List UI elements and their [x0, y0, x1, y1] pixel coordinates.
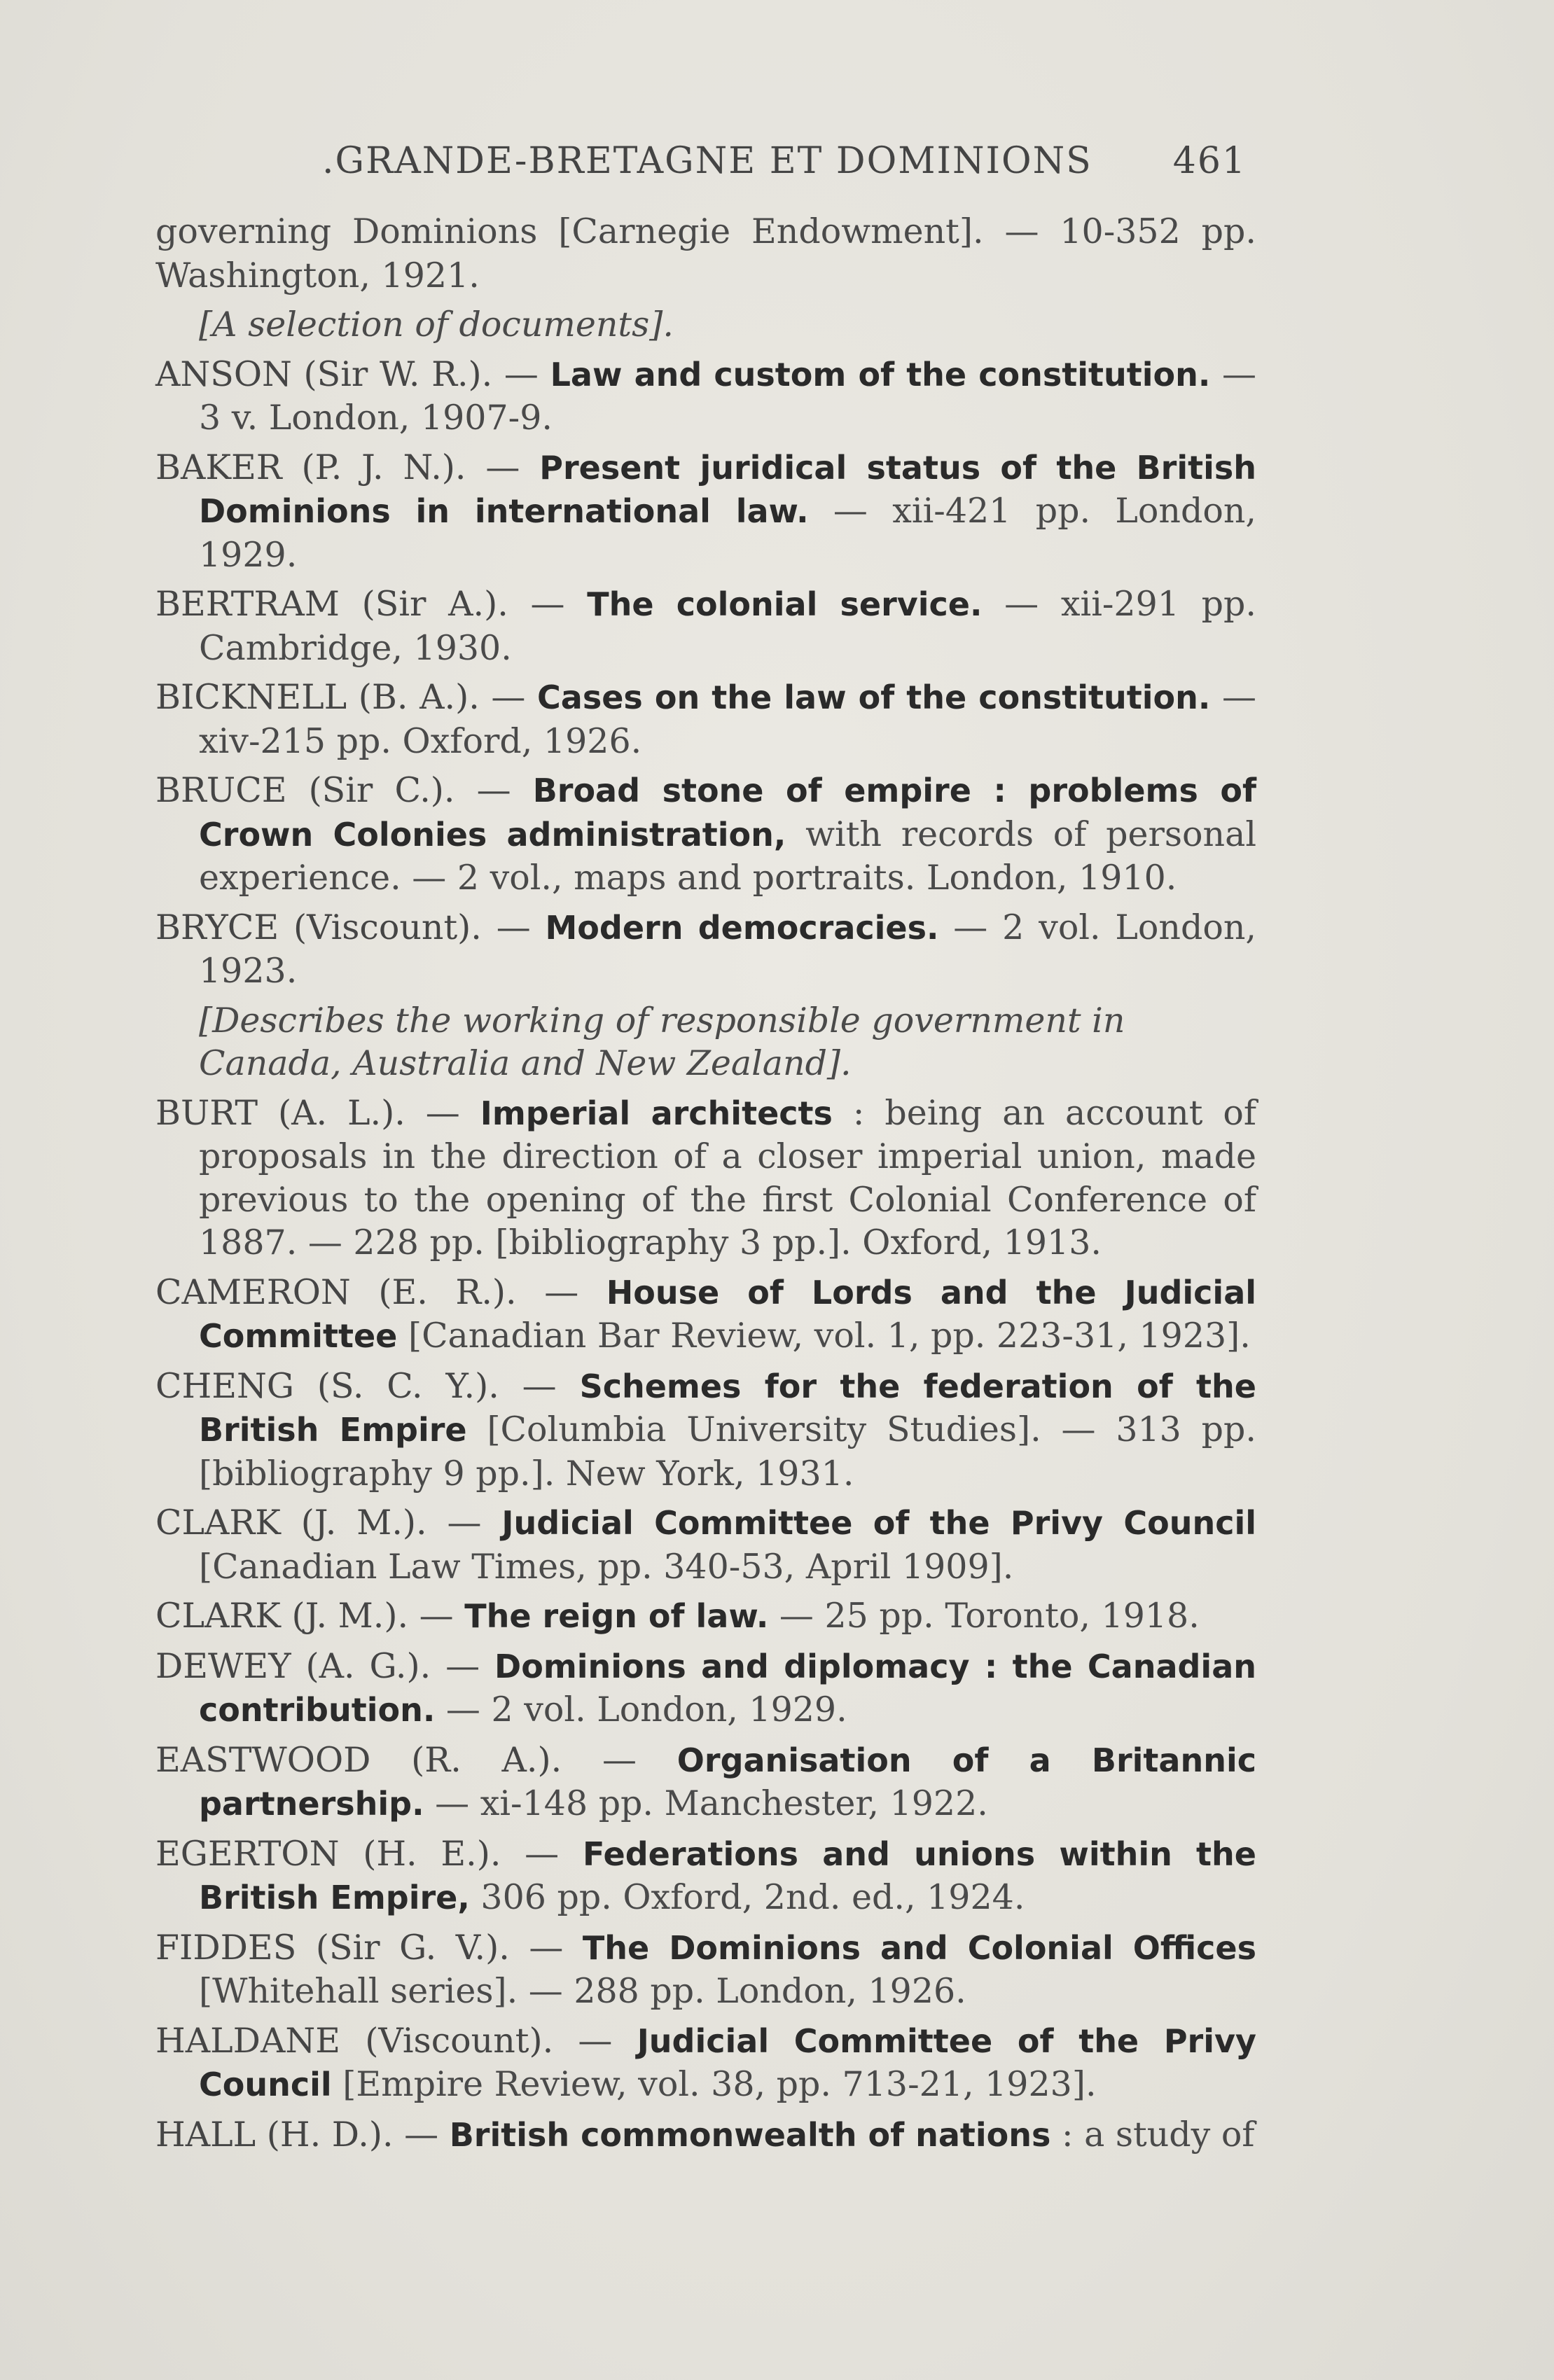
entry-details: [Whitehall series]. — 288 pp. London, 1926. [199, 1971, 966, 2011]
entry-author: BRYCE (Viscount). — [155, 907, 546, 947]
bibliography-entry [155, 1365, 1256, 1496]
bibliography-entry [155, 583, 1256, 669]
entry-details: — xiv-215 pp. Oxford, 1926. [199, 677, 1256, 761]
entry-title: Dominions and diplomacy : the Canadian contribution. [199, 1647, 1256, 1729]
entry-details: governing Dominions [Carnegie Endowment]. — 10-352 pp. Washington, 1921. [155, 211, 1256, 295]
entry-title: Judicial Committee of the Privy Council [199, 2021, 1256, 2103]
entry-details: 306 pp. Oxford, 2nd. ed., 1924. [469, 1877, 1025, 1917]
entry-details: with records of personal experience. — 2 vol., maps and portraits. London, 1910. [199, 814, 1256, 898]
running-header [322, 140, 1247, 182]
entry-author: CHENG (S. C. Y.). — [155, 1365, 580, 1406]
bibliography-entry [155, 1645, 1256, 1732]
page-number: 461 [1172, 140, 1247, 182]
running-title: .GRANDE-BRETAGNE ET DOMINIONS [322, 140, 1092, 182]
entry-title: Present juridical status of the British Dominions in international law. [199, 448, 1256, 530]
bibliography-entry [155, 210, 1256, 297]
entry-details: — xii-421 pp. London, 1929. [199, 491, 1256, 575]
entry-details: [Columbia University Studies]. — 313 pp. [bibliography 9 pp.]. New York, 1931. [199, 1410, 1256, 1494]
bibliography-entry [155, 1739, 1256, 1826]
bibliography-entry [155, 1092, 1256, 1265]
bibliography-entry [155, 1594, 1256, 1638]
entry-author: BERTRAM (Sir A.). — [155, 584, 588, 624]
bibliography-entry [155, 2019, 1256, 2107]
bibliography-entry [155, 446, 1256, 577]
bibliography-entry [155, 1926, 1256, 2013]
entry-details: [Canadian Law Times, pp. 340-53, April 1909]. [199, 1546, 1014, 1587]
entry-author: CLARK (J. M.). — [155, 1503, 502, 1543]
entry-title: Imperial architects [480, 1094, 833, 1132]
entry-details: — 2 vol. London, 1923. [199, 907, 1256, 991]
bibliography-entry [155, 769, 1256, 900]
entry-title: Judicial Committee of the Privy Council [501, 1504, 1256, 1542]
entry-title: British commonwealth of nations [449, 2115, 1051, 2154]
entry-title: Modern democracies. [545, 908, 939, 947]
entry-details: — 2 vol. London, 1929. [435, 1690, 847, 1730]
entry-details: : being an account of proposals in the direction of a closer imperial union, made previous to the opening of the first Colonial Conference of 1887. — 228 pp. [bibliography 3 pp.]. Oxford, 1913. [199, 1092, 1256, 1262]
bibliography-entry [155, 676, 1256, 763]
entry-details: — xi-148 pp. Manchester, 1922. [424, 1783, 988, 1823]
entry-annotation: [A selection of documents]. [199, 305, 674, 345]
entry-details: [Empire Review, vol. 38, pp. 713-21, 1923]. [331, 2064, 1097, 2104]
bibliography-entry [155, 2113, 1256, 2157]
bibliography-entry [155, 353, 1256, 440]
entry-author: DEWEY (A. G.). — [155, 1645, 495, 1686]
bibliography-list [155, 210, 1256, 2163]
entry-author: FIDDES (Sir G. V.). — [155, 1927, 583, 1968]
entry-author: ANSON (Sir W. R.). — [155, 354, 550, 394]
entry-details: : a study of [1050, 2114, 1255, 2155]
entry-author: HALDANE (Viscount). — [155, 2020, 637, 2061]
entry-author: CAMERON (E. R.). — [155, 1272, 606, 1312]
bibliography-entry [155, 1501, 1256, 1588]
entry-title: The colonial service. [587, 585, 983, 623]
entry-title: Federations and unions within the British Empire, [199, 1835, 1256, 1916]
bibliography-entry [155, 1832, 1256, 1920]
entry-author: BURT (A. L.). — [155, 1092, 480, 1133]
entry-author: BICKNELL (B. A.). — [155, 677, 538, 717]
entry-author: BAKER (P. J. N.). — [155, 447, 540, 487]
entry-title: The reign of law. [464, 1597, 769, 1635]
entry-title: Broad stone of empire : problems of Crown Colonies administration, [199, 772, 1256, 854]
entry-title: The Dominions and Colonial Offices [582, 1928, 1257, 1967]
entry-details: — 3 v. London, 1907-9. [199, 354, 1257, 438]
entry-annotation: [Describes the working of responsible government in Canada, Australia and New Zealand]. [199, 1000, 1125, 1083]
entry-details: — 25 pp. Toronto, 1918. [768, 1596, 1200, 1636]
entry-title: House of Lords and the Judicial Committee [199, 1273, 1257, 1355]
entry-title: Cases on the law of the constitution. [537, 678, 1211, 716]
entry-author: EASTWOOD (R. A.). — [155, 1739, 677, 1780]
entry-author: CLARK (J. M.). — [155, 1596, 465, 1636]
entry-title: Law and custom of the constitution. [550, 355, 1211, 394]
entry-author: HALL (H. D.). — [155, 2114, 450, 2155]
entry-title: Schemes for the federation of the British Empire [199, 1367, 1256, 1449]
entry-details: [Canadian Bar Review, vol. 1, pp. 223-31, 1923]. [397, 1316, 1251, 1356]
entry-details: — xii-291 pp. Cambridge, 1930. [199, 584, 1256, 668]
bibliography-entry [155, 1271, 1256, 1358]
entry-title: Organisation of a Britannic partnership. [199, 1741, 1256, 1823]
entry-author: EGERTON (H. E.). — [155, 1833, 583, 1874]
entry-author: BRUCE (Sir C.). — [155, 770, 533, 810]
bibliography-entry [155, 906, 1256, 993]
